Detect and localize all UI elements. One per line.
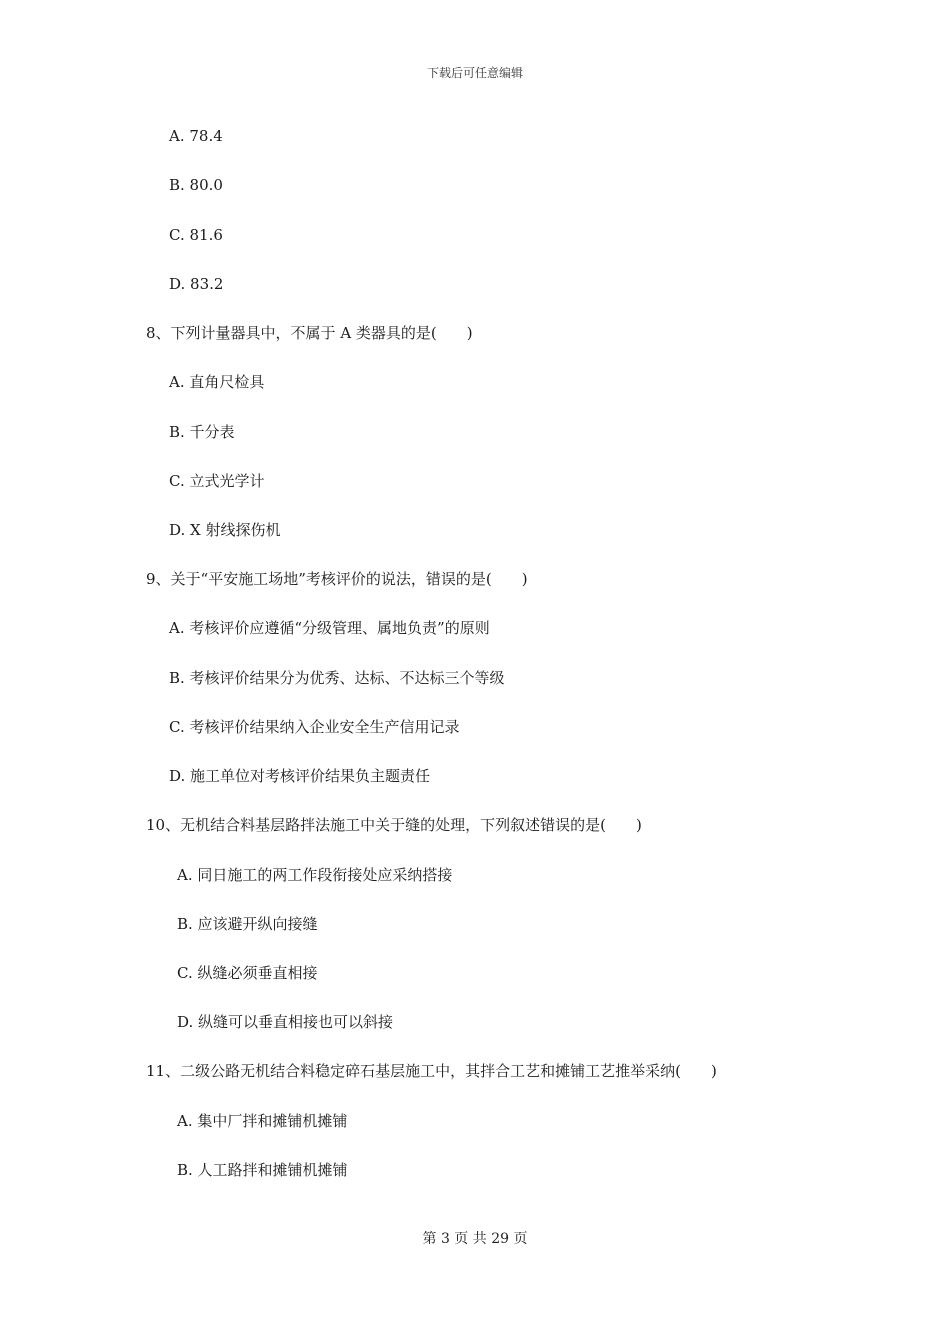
q10-option-a: A. 同日施工的两工作段衔接处应采纳搭接 [177, 866, 453, 884]
q10-option-d: D. 纵缝可以垂直相接也可以斜接 [177, 1013, 394, 1031]
q9-option-b: B. 考核评价结果分为优秀、达标、不达标三个等级 [169, 669, 505, 687]
q8-option-d: D. X 射线探伤机 [169, 521, 281, 539]
q7-option-b: B. 80.0 [169, 176, 223, 194]
q10-option-b: B. 应该避开纵向接缝 [177, 915, 318, 933]
q7-option-a: A. 78.4 [169, 127, 223, 145]
q8-option-a: A. 直角尺检具 [169, 373, 265, 391]
q7-option-c: C. 81.6 [169, 226, 223, 244]
q11-stem: 11、二级公路无机结合料稳定碎石基层施工中，其拌合工艺和摊铺工艺推举采纳( ) [146, 1062, 717, 1080]
page-footer: 第 3 页 共 29 页 [422, 1231, 528, 1247]
q11-option-b: B. 人工路拌和摊铺机摊铺 [177, 1161, 348, 1179]
q11-option-a: A. 集中厂拌和摊铺机摊铺 [177, 1112, 348, 1130]
q8-stem: 8、下列计量器具中，不属于 A 类器具的是( ) [146, 324, 473, 342]
q9-option-d: D. 施工单位对考核评价结果负主题责任 [169, 767, 431, 785]
q9-option-c: C. 考核评价结果纳入企业安全生产信用记录 [169, 718, 460, 736]
q9-option-a: A. 考核评价应遵循“分级管理、属地负责”的原则 [169, 619, 490, 637]
q8-option-c: C. 立式光学计 [169, 472, 265, 490]
q9-stem: 9、关于“平安施工场地”考核评价的说法，错误的是( ) [146, 570, 528, 588]
q8-option-b: B. 千分表 [169, 423, 235, 441]
q7-option-d: D. 83.2 [169, 275, 224, 293]
page-header: 下载后可任意编辑 [426, 66, 523, 80]
q10-option-c: C. 纵缝必须垂直相接 [177, 964, 318, 982]
q10-stem: 10、无机结合料基层路拌法施工中关于缝的处理，下列叙述错误的是( ) [146, 816, 642, 834]
